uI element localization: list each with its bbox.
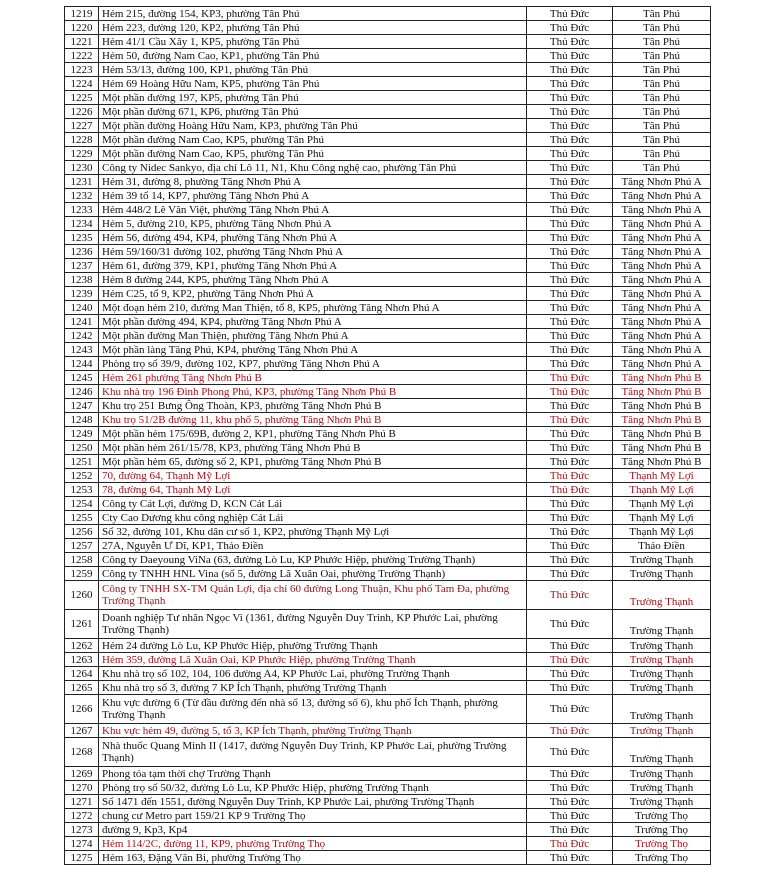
- district-cell: Thủ Đức: [527, 823, 613, 837]
- address-cell: Hẻm 61, đường 379, KP1, phường Tăng Nhơn Phú A: [99, 259, 527, 273]
- row-number-cell: 1275: [65, 851, 99, 865]
- district-cell: Thủ Đức: [527, 133, 613, 147]
- table-row: [65, 413, 711, 427]
- district-cell: Thủ Đức: [527, 553, 613, 567]
- row-number-cell: 1269: [65, 767, 99, 781]
- row-number-cell: 1251: [65, 455, 99, 469]
- row-number-cell: 1240: [65, 301, 99, 315]
- row-number-cell: 1268: [65, 738, 99, 767]
- row-number-cell: 1255: [65, 511, 99, 525]
- row-number-cell: 1262: [65, 639, 99, 653]
- district-cell: Thủ Đức: [527, 639, 613, 653]
- row-number-cell: 1225: [65, 91, 99, 105]
- ward-cell: Tân Phú: [613, 35, 711, 49]
- ward-cell: Trường Thạnh: [613, 695, 711, 724]
- ward-cell: Thạnh Mỹ Lợi: [613, 511, 711, 525]
- district-cell: Thủ Đức: [527, 610, 613, 639]
- district-cell: Thủ Đức: [527, 385, 613, 399]
- table-row: [65, 455, 711, 469]
- ward-cell: Trường Thạnh: [613, 581, 711, 610]
- district-cell: Thủ Đức: [527, 343, 613, 357]
- row-number-cell: 1273: [65, 823, 99, 837]
- district-cell: Thủ Đức: [527, 119, 613, 133]
- district-cell: Thủ Đức: [527, 189, 613, 203]
- address-cell: Một phần đường 197, KP5, phường Tân Phú: [99, 91, 527, 105]
- table-row: [65, 511, 711, 525]
- row-number-cell: 1246: [65, 385, 99, 399]
- address-cell: Hẻm 8 đường 244, KP5, phường Tăng Nhơn Phú A: [99, 273, 527, 287]
- address-cell: Một phần đường 671, KP6, phường Tân Phú: [99, 105, 527, 119]
- table-row: [65, 217, 711, 231]
- district-cell: Thủ Đức: [527, 809, 613, 823]
- table-row: [65, 371, 711, 385]
- table-row: [65, 147, 711, 161]
- table-row: [65, 189, 711, 203]
- row-number-cell: 1243: [65, 343, 99, 357]
- row-number-cell: 1256: [65, 525, 99, 539]
- address-cell: Công ty TNHH HNL Vina (số 5, đường Lã Xuân Oai, phường Trường Thạnh): [99, 567, 527, 581]
- table-row: [65, 63, 711, 77]
- table-row: [65, 738, 711, 767]
- table-row: [65, 245, 711, 259]
- row-number-cell: 1263: [65, 653, 99, 667]
- table-row: [65, 385, 711, 399]
- row-number-cell: 1250: [65, 441, 99, 455]
- district-cell: Thủ Đức: [527, 567, 613, 581]
- row-number-cell: 1244: [65, 357, 99, 371]
- address-cell: Công ty Daeyoung ViNa (63, đường Lò Lu, KP Phước Hiệp, phường Trường Thạnh): [99, 553, 527, 567]
- row-number-cell: 1253: [65, 483, 99, 497]
- district-cell: Thủ Đức: [527, 413, 613, 427]
- ward-cell: Thạnh Mỹ Lợi: [613, 525, 711, 539]
- ward-cell: Tân Phú: [613, 91, 711, 105]
- address-cell: Một phần đường Nam Cao, KP5, phường Tân Phú: [99, 133, 527, 147]
- ward-cell: Tăng Nhơn Phú A: [613, 175, 711, 189]
- address-cell: Hẻm 31, đường 8, phường Tăng Nhơn Phú A: [99, 175, 527, 189]
- row-number-cell: 1223: [65, 63, 99, 77]
- ward-cell: Trường Thạnh: [613, 781, 711, 795]
- row-number-cell: 1266: [65, 695, 99, 724]
- ward-cell: Trường Thạnh: [613, 681, 711, 695]
- address-cell: Khu nhà trọ số 3, đường 7 KP Ích Thạnh, phường Trường Thạnh: [99, 681, 527, 695]
- table-row: [65, 823, 711, 837]
- ward-cell: Trường Thọ: [613, 809, 711, 823]
- ward-cell: Tân Phú: [613, 119, 711, 133]
- district-cell: Thủ Đức: [527, 35, 613, 49]
- ward-cell: Tăng Nhơn Phú A: [613, 301, 711, 315]
- district-cell: Thủ Đức: [527, 7, 613, 21]
- district-cell: Thủ Đức: [527, 581, 613, 610]
- ward-cell: Tân Phú: [613, 105, 711, 119]
- row-number-cell: 1224: [65, 77, 99, 91]
- table-row: [65, 781, 711, 795]
- ward-cell: Trường Thạnh: [613, 667, 711, 681]
- district-cell: Thủ Đức: [527, 21, 613, 35]
- ward-cell: Trường Thọ: [613, 851, 711, 865]
- district-cell: Thủ Đức: [527, 738, 613, 767]
- address-cell: 78, đường 64, Thạnh Mỹ Lợi: [99, 483, 527, 497]
- address-cell: 70, đường 64, Thạnh Mỹ Lợi: [99, 469, 527, 483]
- district-cell: Thủ Đức: [527, 105, 613, 119]
- row-number-cell: 1267: [65, 724, 99, 738]
- ward-cell: Tăng Nhơn Phú A: [613, 259, 711, 273]
- district-cell: Thủ Đức: [527, 837, 613, 851]
- address-cell: Một đoạn hẻm 210, đường Man Thiện, tổ 8, KP5, phường Tăng Nhơn Phú A: [99, 301, 527, 315]
- table-row: [65, 851, 711, 865]
- ward-cell: Tăng Nhơn Phú B: [613, 441, 711, 455]
- address-cell: Hẻm C25, tổ 9, KP2, phường Tăng Nhơn Phú A: [99, 287, 527, 301]
- district-cell: Thủ Đức: [527, 539, 613, 553]
- district-cell: Thủ Đức: [527, 287, 613, 301]
- address-cell: Phòng trọ số 39/9, đường 102, KP7, phường Tăng Nhơn Phú A: [99, 357, 527, 371]
- ward-cell: Tăng Nhơn Phú A: [613, 231, 711, 245]
- table-row: [65, 329, 711, 343]
- district-cell: Thủ Đức: [527, 455, 613, 469]
- ward-cell: Thạnh Mỹ Lợi: [613, 483, 711, 497]
- row-number-cell: 1220: [65, 21, 99, 35]
- address-cell: Số 1471 đến 1551, đường Nguyễn Duy Trinh, KP Phước Lai, phường Trường Thạnh: [99, 795, 527, 809]
- ward-cell: Tăng Nhơn Phú A: [613, 343, 711, 357]
- table-row: [65, 287, 711, 301]
- address-cell: Một phần đường Hoàng Hữu Nam, KP3, phường Tân Phú: [99, 119, 527, 133]
- row-number-cell: 1230: [65, 161, 99, 175]
- district-cell: Thủ Đức: [527, 525, 613, 539]
- ward-cell: Trường Thạnh: [613, 567, 711, 581]
- table-row: [65, 483, 711, 497]
- row-number-cell: 1221: [65, 35, 99, 49]
- table-row: [65, 525, 711, 539]
- row-number-cell: 1236: [65, 245, 99, 259]
- row-number-cell: 1252: [65, 469, 99, 483]
- address-cell: Phong tỏa tạm thời chợ Trường Thạnh: [99, 767, 527, 781]
- table-row: [65, 610, 711, 639]
- address-cell: Hẻm 53/13, đường 100, KP1, phường Tân Phú: [99, 63, 527, 77]
- district-cell: Thủ Đức: [527, 851, 613, 865]
- district-cell: Thủ Đức: [527, 77, 613, 91]
- table-row: [65, 441, 711, 455]
- row-number-cell: 1235: [65, 231, 99, 245]
- row-number-cell: 1247: [65, 399, 99, 413]
- row-number-cell: 1264: [65, 667, 99, 681]
- ward-cell: Tân Phú: [613, 77, 711, 91]
- table-row: [65, 315, 711, 329]
- address-cell: Khu vực hẻm 49, đường 5, tổ 3, KP Ích Thạnh, phường Trường Thạnh: [99, 724, 527, 738]
- district-cell: Thủ Đức: [527, 399, 613, 413]
- district-cell: Thủ Đức: [527, 441, 613, 455]
- address-cell: Công ty Nidec Sankyo, địa chỉ Lô 11, N1, Khu Công nghệ cao, phường Tân Phú: [99, 161, 527, 175]
- ward-cell: Tăng Nhơn Phú A: [613, 315, 711, 329]
- table-row: [65, 119, 711, 133]
- row-number-cell: 1248: [65, 413, 99, 427]
- ward-cell: Tân Phú: [613, 7, 711, 21]
- table-row: [65, 553, 711, 567]
- table-row: [65, 259, 711, 273]
- row-number-cell: 1241: [65, 315, 99, 329]
- address-cell: Hẻm 223, đường 120, KP2, phường Tân Phú: [99, 21, 527, 35]
- district-cell: Thủ Đức: [527, 315, 613, 329]
- table-row: [65, 795, 711, 809]
- row-number-cell: 1259: [65, 567, 99, 581]
- row-number-cell: 1245: [65, 371, 99, 385]
- ward-cell: Trường Thạnh: [613, 795, 711, 809]
- district-cell: Thủ Đức: [527, 795, 613, 809]
- table-row: [65, 567, 711, 581]
- address-cell: Doanh nghiệp Tư nhân Ngọc Vi (1361, đường Nguyễn Duy Trinh, KP Phước Lai, phường Trường Thạnh): [99, 610, 527, 639]
- row-number-cell: 1232: [65, 189, 99, 203]
- address-cell: Phòng trọ số 50/32, đường Lò Lu, KP Phước Hiệp, phường Trường Thạnh: [99, 781, 527, 795]
- row-number-cell: 1228: [65, 133, 99, 147]
- address-cell: Một phần hẻm 175/69B, đường 2, KP1, phường Tăng Nhơn Phú B: [99, 427, 527, 441]
- table-row: [65, 427, 711, 441]
- ward-cell: Thảo Điền: [613, 539, 711, 553]
- row-number-cell: 1260: [65, 581, 99, 610]
- ward-cell: Tăng Nhơn Phú A: [613, 217, 711, 231]
- table-row: [65, 724, 711, 738]
- district-cell: Thủ Đức: [527, 695, 613, 724]
- row-number-cell: 1219: [65, 7, 99, 21]
- table-row: [65, 91, 711, 105]
- row-number-cell: 1272: [65, 809, 99, 823]
- address-cell: Một phần đường Man Thiện, phường Tăng Nhơn Phú A: [99, 329, 527, 343]
- district-cell: Thủ Đức: [527, 147, 613, 161]
- table-row: [65, 497, 711, 511]
- ward-cell: Tăng Nhơn Phú B: [613, 427, 711, 441]
- row-number-cell: 1229: [65, 147, 99, 161]
- district-cell: Thủ Đức: [527, 49, 613, 63]
- row-number-cell: 1238: [65, 273, 99, 287]
- address-cell: Một phần hẻm 261/15/78, KP3, phường Tăng Nhơn Phú B: [99, 441, 527, 455]
- table-row: [65, 581, 711, 610]
- table-row: [65, 681, 711, 695]
- row-number-cell: 1257: [65, 539, 99, 553]
- ward-cell: Tân Phú: [613, 133, 711, 147]
- row-number-cell: 1242: [65, 329, 99, 343]
- ward-cell: Tăng Nhơn Phú B: [613, 455, 711, 469]
- district-cell: Thủ Đức: [527, 301, 613, 315]
- table-row: [65, 667, 711, 681]
- table-body: [65, 7, 711, 865]
- address-cell: Hẻm 163, Đặng Văn Bi, phường Trường Thọ: [99, 851, 527, 865]
- district-cell: Thủ Đức: [527, 511, 613, 525]
- row-number-cell: 1239: [65, 287, 99, 301]
- address-cell: đường 9, Kp3, Kp4: [99, 823, 527, 837]
- table-row: [65, 539, 711, 553]
- ward-cell: Trường Thạnh: [613, 738, 711, 767]
- district-cell: Thủ Đức: [527, 667, 613, 681]
- district-cell: Thủ Đức: [527, 259, 613, 273]
- table-row: [65, 639, 711, 653]
- address-cell: Hẻm 50, đường Nam Cao, KP1, phường Tân Phú: [99, 49, 527, 63]
- ward-cell: Tăng Nhơn Phú B: [613, 413, 711, 427]
- ward-cell: Tăng Nhơn Phú A: [613, 287, 711, 301]
- district-cell: Thủ Đức: [527, 483, 613, 497]
- ward-cell: Trường Thạnh: [613, 639, 711, 653]
- row-number-cell: 1226: [65, 105, 99, 119]
- district-cell: Thủ Đức: [527, 724, 613, 738]
- district-cell: Thủ Đức: [527, 161, 613, 175]
- district-cell: Thủ Đức: [527, 681, 613, 695]
- address-cell: Hẻm 215, đường 154, KP3, phường Tân Phú: [99, 7, 527, 21]
- district-cell: Thủ Đức: [527, 469, 613, 483]
- row-number-cell: 1233: [65, 203, 99, 217]
- row-number-cell: 1237: [65, 259, 99, 273]
- row-number-cell: 1254: [65, 497, 99, 511]
- district-cell: Thủ Đức: [527, 231, 613, 245]
- district-cell: Thủ Đức: [527, 217, 613, 231]
- district-cell: Thủ Đức: [527, 357, 613, 371]
- district-cell: Thủ Đức: [527, 203, 613, 217]
- row-number-cell: 1234: [65, 217, 99, 231]
- row-number-cell: 1249: [65, 427, 99, 441]
- table-row: [65, 77, 711, 91]
- ward-cell: Trường Thọ: [613, 837, 711, 851]
- address-cell: Khu nhà trọ 196 Đình Phong Phú, KP3, phường Tăng Nhơn Phú B: [99, 385, 527, 399]
- table-row: [65, 767, 711, 781]
- ward-cell: Tăng Nhơn Phú A: [613, 203, 711, 217]
- address-cell: Số 32, đường 101, Khu dân cư số 1, KP2, phường Thạnh Mỹ Lợi: [99, 525, 527, 539]
- table-row: [65, 399, 711, 413]
- ward-cell: Tăng Nhơn Phú B: [613, 371, 711, 385]
- ward-cell: Thạnh Mỹ Lợi: [613, 469, 711, 483]
- address-cell: Khu trọ 251 Bưng Ông Thoàn, KP3, phường Tăng Nhơn Phú B: [99, 399, 527, 413]
- row-number-cell: 1274: [65, 837, 99, 851]
- district-cell: Thủ Đức: [527, 427, 613, 441]
- address-cell: chung cư Metro part 159/21 KP 9 Trường Thọ: [99, 809, 527, 823]
- district-cell: Thủ Đức: [527, 781, 613, 795]
- address-cell: Công ty TNHH SX-TM Quản Lợi, địa chỉ 60 đường Long Thuận, Khu phố Tam Đa, phường Trường Thạnh: [99, 581, 527, 610]
- row-number-cell: 1270: [65, 781, 99, 795]
- address-cell: Công ty Cát Lợi, đường D, KCN Cát Lái: [99, 497, 527, 511]
- ward-cell: Tăng Nhơn Phú A: [613, 357, 711, 371]
- row-number-cell: 1261: [65, 610, 99, 639]
- ward-cell: Tăng Nhơn Phú B: [613, 385, 711, 399]
- table-row: [65, 105, 711, 119]
- ward-cell: Trường Thạnh: [613, 653, 711, 667]
- address-cell: Nhà thuốc Quang Minh II (1417, đường Nguyễn Duy Trinh, KP Phước Lai, phường Trường Thạnh): [99, 738, 527, 767]
- address-cell: Một phần đường 494, KP4, phường Tăng Nhơn Phú A: [99, 315, 527, 329]
- table-row: [65, 203, 711, 217]
- address-cell: Một phần đường Nam Cao, KP5, phường Tân Phú: [99, 147, 527, 161]
- table-row: [65, 809, 711, 823]
- address-cell: Khu vực đường 6 (Từ đầu đường đến nhà số 13, đường số 6), khu phố Ích Thạnh, phường Trường Thạnh: [99, 695, 527, 724]
- ward-cell: Trường Thạnh: [613, 724, 711, 738]
- table-row: [65, 21, 711, 35]
- address-cell: Hẻm 69 Hoàng Hữu Nam, KP5, phường Tân Phú: [99, 77, 527, 91]
- table-row: [65, 161, 711, 175]
- table-row: [65, 273, 711, 287]
- address-cell: Hẻm 24 đường Lò Lu, KP Phước Hiệp, phường Trường Thạnh: [99, 639, 527, 653]
- ward-cell: Tăng Nhơn Phú A: [613, 273, 711, 287]
- table-row: [65, 49, 711, 63]
- row-number-cell: 1231: [65, 175, 99, 189]
- address-cell: Khu trọ 51/2B đường 11, khu phố 5, phường Tăng Nhơn Phú B: [99, 413, 527, 427]
- table-row: [65, 695, 711, 724]
- row-number-cell: 1265: [65, 681, 99, 695]
- district-cell: Thủ Đức: [527, 175, 613, 189]
- table-row: [65, 175, 711, 189]
- ward-cell: Tân Phú: [613, 161, 711, 175]
- address-cell: Hẻm 261 phường Tăng Nhơn Phú B: [99, 371, 527, 385]
- ward-cell: Tăng Nhơn Phú B: [613, 399, 711, 413]
- row-number-cell: 1222: [65, 49, 99, 63]
- district-cell: Thủ Đức: [527, 371, 613, 385]
- district-cell: Thủ Đức: [527, 63, 613, 77]
- district-cell: Thủ Đức: [527, 329, 613, 343]
- address-cell: Hẻm 5, đường 210, KP5, phường Tăng Nhơn Phú A: [99, 217, 527, 231]
- ward-cell: Tân Phú: [613, 21, 711, 35]
- ward-cell: Trường Thạnh: [613, 610, 711, 639]
- table-row: [65, 469, 711, 483]
- address-cell: Hẻm 41/1 Cầu Xây 1, KP5, phường Tân Phú: [99, 35, 527, 49]
- address-cell: Khu nhà trọ số 102, 104, 106 đường A4, KP Phước Lai, phường Trường Thạnh: [99, 667, 527, 681]
- table-row: [65, 133, 711, 147]
- district-cell: Thủ Đức: [527, 497, 613, 511]
- table-row: [65, 231, 711, 245]
- table-row: [65, 653, 711, 667]
- row-number-cell: 1227: [65, 119, 99, 133]
- address-cell: Cty Cao Dương khu công nghiệp Cát Lái: [99, 511, 527, 525]
- lockdown-area-table: [64, 6, 711, 865]
- table-row: [65, 301, 711, 315]
- table-row: [65, 7, 711, 21]
- address-cell: Hẻm 359, đường Lã Xuân Oai, KP Phước Hiệp, phường Trường Thạnh: [99, 653, 527, 667]
- row-number-cell: 1258: [65, 553, 99, 567]
- table-row: [65, 837, 711, 851]
- ward-cell: Trường Thạnh: [613, 767, 711, 781]
- address-cell: 27A, Nguyễn Ư Dĩ, KP1, Thảo Điền: [99, 539, 527, 553]
- district-cell: Thủ Đức: [527, 653, 613, 667]
- address-cell: Một phần làng Tăng Phú, KP4, phường Tăng Nhơn Phú A: [99, 343, 527, 357]
- ward-cell: Tân Phú: [613, 49, 711, 63]
- ward-cell: Tăng Nhơn Phú A: [613, 189, 711, 203]
- table-row: [65, 35, 711, 49]
- ward-cell: Tăng Nhơn Phú A: [613, 245, 711, 259]
- ward-cell: Tăng Nhơn Phú A: [613, 329, 711, 343]
- address-cell: Hẻm 39 tổ 14, KP7, phường Tăng Nhơn Phú A: [99, 189, 527, 203]
- ward-cell: Tân Phú: [613, 147, 711, 161]
- ward-cell: Trường Thạnh: [613, 553, 711, 567]
- address-cell: Hẻm 448/2 Lê Văn Việt, phường Tăng Nhơn Phú A: [99, 203, 527, 217]
- ward-cell: Thạnh Mỹ Lợi: [613, 497, 711, 511]
- address-cell: Hẻm 56, đường 494, KP4, phường Tăng Nhơn Phú A: [99, 231, 527, 245]
- district-cell: Thủ Đức: [527, 245, 613, 259]
- ward-cell: Trường Thọ: [613, 823, 711, 837]
- ward-cell: Tân Phú: [613, 63, 711, 77]
- table-row: [65, 343, 711, 357]
- district-cell: Thủ Đức: [527, 273, 613, 287]
- row-number-cell: 1271: [65, 795, 99, 809]
- address-cell: Hẻm 59/160/31 đường 102, phường Tăng Nhơn Phú A: [99, 245, 527, 259]
- address-cell: Hẻm 114/2C, đường 11, KP9, phường Trường Thọ: [99, 837, 527, 851]
- district-cell: Thủ Đức: [527, 91, 613, 105]
- table-row: [65, 357, 711, 371]
- address-cell: Một phần hẻm 65, đường số 2, KP1, phường Tăng Nhơn Phú B: [99, 455, 527, 469]
- district-cell: Thủ Đức: [527, 767, 613, 781]
